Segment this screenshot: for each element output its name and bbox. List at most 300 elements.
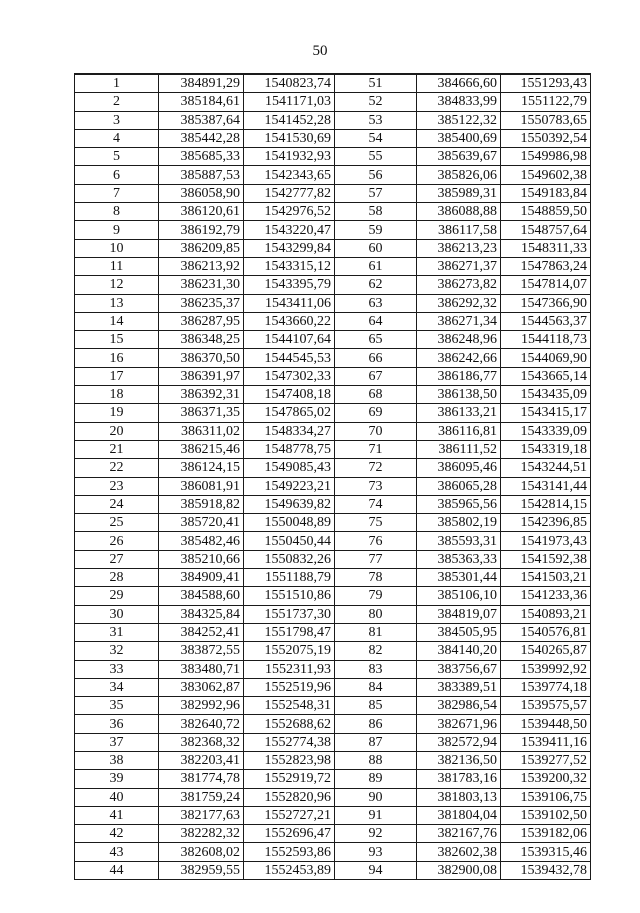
- table-row: [75, 825, 591, 843]
- y-coordinate-cell: 1551510,86: [244, 587, 335, 605]
- x-coordinate-cell: 385989,31: [417, 184, 501, 202]
- x-coordinate-cell: 385482,46: [159, 532, 244, 550]
- x-coordinate-cell: 386065,28: [417, 477, 501, 495]
- x-coordinate-cell: 385210,66: [159, 550, 244, 568]
- y-coordinate-cell: 1543435,09: [501, 386, 591, 404]
- point-number-cell: 59: [335, 221, 417, 239]
- x-coordinate-cell: 386138,50: [417, 386, 501, 404]
- y-coordinate-cell: 1551293,43: [501, 74, 591, 93]
- table-row: [75, 93, 591, 111]
- y-coordinate-cell: 1543315,12: [244, 257, 335, 275]
- x-coordinate-cell: 385918,82: [159, 495, 244, 513]
- table-row: [75, 440, 591, 458]
- x-coordinate-cell: 381804,04: [417, 806, 501, 824]
- point-number-cell: 39: [75, 770, 159, 788]
- table-row: [75, 770, 591, 788]
- point-number-cell: 90: [335, 788, 417, 806]
- x-coordinate-cell: 385106,10: [417, 587, 501, 605]
- x-coordinate-cell: 385122,32: [417, 111, 501, 129]
- y-coordinate-cell: 1543660,22: [244, 312, 335, 330]
- point-number-cell: 70: [335, 422, 417, 440]
- table-row: [75, 697, 591, 715]
- x-coordinate-cell: 386392,31: [159, 386, 244, 404]
- point-number-cell: 1: [75, 74, 159, 93]
- point-number-cell: 8: [75, 203, 159, 221]
- point-number-cell: 4: [75, 129, 159, 147]
- point-number-cell: 36: [75, 715, 159, 733]
- x-coordinate-cell: 384252,41: [159, 623, 244, 641]
- point-number-cell: 21: [75, 440, 159, 458]
- y-coordinate-cell: 1539200,32: [501, 770, 591, 788]
- table-row: [75, 148, 591, 166]
- y-coordinate-cell: 1539992,92: [501, 660, 591, 678]
- y-coordinate-cell: 1552311,93: [244, 660, 335, 678]
- x-coordinate-cell: 385887,53: [159, 166, 244, 184]
- point-number-cell: 87: [335, 733, 417, 751]
- point-number-cell: 25: [75, 514, 159, 532]
- x-coordinate-cell: 382167,76: [417, 825, 501, 843]
- x-coordinate-cell: 385400,69: [417, 129, 501, 147]
- x-coordinate-cell: 386133,21: [417, 404, 501, 422]
- x-coordinate-cell: 381774,78: [159, 770, 244, 788]
- y-coordinate-cell: 1544069,90: [501, 349, 591, 367]
- x-coordinate-cell: 386215,46: [159, 440, 244, 458]
- table-row: [75, 331, 591, 349]
- coordinates-table-body: [75, 74, 591, 880]
- y-coordinate-cell: 1551188,79: [244, 569, 335, 587]
- x-coordinate-cell: 386311,02: [159, 422, 244, 440]
- point-number-cell: 88: [335, 751, 417, 769]
- point-number-cell: 93: [335, 843, 417, 861]
- x-coordinate-cell: 382282,32: [159, 825, 244, 843]
- y-coordinate-cell: 1552075,19: [244, 642, 335, 660]
- y-coordinate-cell: 1544107,64: [244, 331, 335, 349]
- x-coordinate-cell: 383480,71: [159, 660, 244, 678]
- x-coordinate-cell: 386116,81: [417, 422, 501, 440]
- x-coordinate-cell: 386117,58: [417, 221, 501, 239]
- x-coordinate-cell: 386292,32: [417, 294, 501, 312]
- table-row: [75, 532, 591, 550]
- table-row: [75, 276, 591, 294]
- point-number-cell: 3: [75, 111, 159, 129]
- point-number-cell: 32: [75, 642, 159, 660]
- point-number-cell: 94: [335, 861, 417, 879]
- y-coordinate-cell: 1540823,74: [244, 74, 335, 93]
- x-coordinate-cell: 386088,88: [417, 203, 501, 221]
- x-coordinate-cell: 384325,84: [159, 605, 244, 623]
- y-coordinate-cell: 1542814,15: [501, 495, 591, 513]
- table-row: [75, 404, 591, 422]
- y-coordinate-cell: 1549223,21: [244, 477, 335, 495]
- point-number-cell: 92: [335, 825, 417, 843]
- y-coordinate-cell: 1552696,47: [244, 825, 335, 843]
- y-coordinate-cell: 1550392,54: [501, 129, 591, 147]
- x-coordinate-cell: 382986,54: [417, 697, 501, 715]
- point-number-cell: 84: [335, 678, 417, 696]
- x-coordinate-cell: 383389,51: [417, 678, 501, 696]
- x-coordinate-cell: 386058,90: [159, 184, 244, 202]
- point-number-cell: 34: [75, 678, 159, 696]
- y-coordinate-cell: 1543244,51: [501, 459, 591, 477]
- y-coordinate-cell: 1549986,98: [501, 148, 591, 166]
- x-coordinate-cell: 386186,77: [417, 367, 501, 385]
- x-coordinate-cell: 386213,92: [159, 257, 244, 275]
- table-row: [75, 239, 591, 257]
- y-coordinate-cell: 1539315,46: [501, 843, 591, 861]
- table-row: [75, 111, 591, 129]
- x-coordinate-cell: 386120,61: [159, 203, 244, 221]
- point-number-cell: 64: [335, 312, 417, 330]
- y-coordinate-cell: 1552519,96: [244, 678, 335, 696]
- point-number-cell: 40: [75, 788, 159, 806]
- point-number-cell: 17: [75, 367, 159, 385]
- point-number-cell: 91: [335, 806, 417, 824]
- x-coordinate-cell: 382368,32: [159, 733, 244, 751]
- y-coordinate-cell: 1541503,21: [501, 569, 591, 587]
- x-coordinate-cell: 385802,19: [417, 514, 501, 532]
- y-coordinate-cell: 1543395,79: [244, 276, 335, 294]
- table-row: [75, 605, 591, 623]
- point-number-cell: 63: [335, 294, 417, 312]
- y-coordinate-cell: 1543665,14: [501, 367, 591, 385]
- y-coordinate-cell: 1541171,03: [244, 93, 335, 111]
- point-number-cell: 62: [335, 276, 417, 294]
- table-row: [75, 203, 591, 221]
- table-row: [75, 788, 591, 806]
- table-row: [75, 861, 591, 879]
- y-coordinate-cell: 1547302,33: [244, 367, 335, 385]
- x-coordinate-cell: 382671,96: [417, 715, 501, 733]
- y-coordinate-cell: 1542777,82: [244, 184, 335, 202]
- table-row: [75, 751, 591, 769]
- x-coordinate-cell: 386348,25: [159, 331, 244, 349]
- point-number-cell: 67: [335, 367, 417, 385]
- table-row: [75, 129, 591, 147]
- y-coordinate-cell: 1548778,75: [244, 440, 335, 458]
- table-row: [75, 184, 591, 202]
- y-coordinate-cell: 1552688,62: [244, 715, 335, 733]
- y-coordinate-cell: 1550783,65: [501, 111, 591, 129]
- table-row: [75, 733, 591, 751]
- x-coordinate-cell: 386371,35: [159, 404, 244, 422]
- table-row: [75, 550, 591, 568]
- x-coordinate-cell: 385301,44: [417, 569, 501, 587]
- x-coordinate-cell: 386111,52: [417, 440, 501, 458]
- x-coordinate-cell: 386242,66: [417, 349, 501, 367]
- point-number-cell: 77: [335, 550, 417, 568]
- table-row: [75, 587, 591, 605]
- point-number-cell: 26: [75, 532, 159, 550]
- x-coordinate-cell: 382992,96: [159, 697, 244, 715]
- point-number-cell: 76: [335, 532, 417, 550]
- point-number-cell: 14: [75, 312, 159, 330]
- point-number-cell: 53: [335, 111, 417, 129]
- point-number-cell: 55: [335, 148, 417, 166]
- point-number-cell: 18: [75, 386, 159, 404]
- point-number-cell: 69: [335, 404, 417, 422]
- x-coordinate-cell: 386095,46: [417, 459, 501, 477]
- y-coordinate-cell: 1551798,47: [244, 623, 335, 641]
- y-coordinate-cell: 1552774,38: [244, 733, 335, 751]
- x-coordinate-cell: 382177,63: [159, 806, 244, 824]
- table-row: [75, 166, 591, 184]
- point-number-cell: 42: [75, 825, 159, 843]
- x-coordinate-cell: 383872,55: [159, 642, 244, 660]
- y-coordinate-cell: 1551737,30: [244, 605, 335, 623]
- y-coordinate-cell: 1541452,28: [244, 111, 335, 129]
- x-coordinate-cell: 385685,33: [159, 148, 244, 166]
- table-row: [75, 367, 591, 385]
- y-coordinate-cell: 1549085,43: [244, 459, 335, 477]
- x-coordinate-cell: 385826,06: [417, 166, 501, 184]
- point-number-cell: 52: [335, 93, 417, 111]
- y-coordinate-cell: 1548311,33: [501, 239, 591, 257]
- point-number-cell: 29: [75, 587, 159, 605]
- x-coordinate-cell: 386235,37: [159, 294, 244, 312]
- y-coordinate-cell: 1551122,79: [501, 93, 591, 111]
- y-coordinate-cell: 1547865,02: [244, 404, 335, 422]
- point-number-cell: 78: [335, 569, 417, 587]
- point-number-cell: 10: [75, 239, 159, 257]
- point-number-cell: 44: [75, 861, 159, 879]
- point-number-cell: 83: [335, 660, 417, 678]
- x-coordinate-cell: 385442,28: [159, 129, 244, 147]
- table-row: [75, 642, 591, 660]
- y-coordinate-cell: 1552823,98: [244, 751, 335, 769]
- x-coordinate-cell: 382959,55: [159, 861, 244, 879]
- point-number-cell: 86: [335, 715, 417, 733]
- point-number-cell: 23: [75, 477, 159, 495]
- point-number-cell: 33: [75, 660, 159, 678]
- x-coordinate-cell: 386124,15: [159, 459, 244, 477]
- table-row: [75, 514, 591, 532]
- point-number-cell: 80: [335, 605, 417, 623]
- x-coordinate-cell: 383756,67: [417, 660, 501, 678]
- y-coordinate-cell: 1544118,73: [501, 331, 591, 349]
- point-number-cell: 82: [335, 642, 417, 660]
- y-coordinate-cell: 1543220,47: [244, 221, 335, 239]
- x-coordinate-cell: 386209,85: [159, 239, 244, 257]
- y-coordinate-cell: 1539106,75: [501, 788, 591, 806]
- x-coordinate-cell: 386248,96: [417, 331, 501, 349]
- y-coordinate-cell: 1552820,96: [244, 788, 335, 806]
- point-number-cell: 71: [335, 440, 417, 458]
- x-coordinate-cell: 381759,24: [159, 788, 244, 806]
- point-number-cell: 7: [75, 184, 159, 202]
- point-number-cell: 16: [75, 349, 159, 367]
- y-coordinate-cell: 1541592,38: [501, 550, 591, 568]
- page-number: 50: [312, 43, 328, 59]
- point-number-cell: 12: [75, 276, 159, 294]
- point-number-cell: 85: [335, 697, 417, 715]
- x-coordinate-cell: 385363,33: [417, 550, 501, 568]
- point-number-cell: 9: [75, 221, 159, 239]
- point-number-cell: 5: [75, 148, 159, 166]
- y-coordinate-cell: 1547814,07: [501, 276, 591, 294]
- y-coordinate-cell: 1552548,31: [244, 697, 335, 715]
- y-coordinate-cell: 1547863,24: [501, 257, 591, 275]
- x-coordinate-cell: 384666,60: [417, 74, 501, 93]
- point-number-cell: 58: [335, 203, 417, 221]
- point-number-cell: 31: [75, 623, 159, 641]
- point-number-cell: 65: [335, 331, 417, 349]
- y-coordinate-cell: 1543415,17: [501, 404, 591, 422]
- table-row: [75, 221, 591, 239]
- table-row: [75, 422, 591, 440]
- x-coordinate-cell: 385720,41: [159, 514, 244, 532]
- point-number-cell: 51: [335, 74, 417, 93]
- table-row: [75, 386, 591, 404]
- y-coordinate-cell: 1550832,26: [244, 550, 335, 568]
- y-coordinate-cell: 1543141,44: [501, 477, 591, 495]
- point-number-cell: 20: [75, 422, 159, 440]
- y-coordinate-cell: 1543339,09: [501, 422, 591, 440]
- x-coordinate-cell: 385593,31: [417, 532, 501, 550]
- y-coordinate-cell: 1540893,21: [501, 605, 591, 623]
- x-coordinate-cell: 384833,99: [417, 93, 501, 111]
- table-row: [75, 678, 591, 696]
- y-coordinate-cell: 1539182,06: [501, 825, 591, 843]
- y-coordinate-cell: 1547366,90: [501, 294, 591, 312]
- point-number-cell: 35: [75, 697, 159, 715]
- y-coordinate-cell: 1542343,65: [244, 166, 335, 184]
- x-coordinate-cell: 381783,16: [417, 770, 501, 788]
- point-number-cell: 41: [75, 806, 159, 824]
- y-coordinate-cell: 1552919,72: [244, 770, 335, 788]
- table-row: [75, 715, 591, 733]
- x-coordinate-cell: 382203,41: [159, 751, 244, 769]
- y-coordinate-cell: 1544563,37: [501, 312, 591, 330]
- x-coordinate-cell: 386192,79: [159, 221, 244, 239]
- table-row: [75, 843, 591, 861]
- x-coordinate-cell: 384588,60: [159, 587, 244, 605]
- point-number-cell: 43: [75, 843, 159, 861]
- point-number-cell: 19: [75, 404, 159, 422]
- point-number-cell: 89: [335, 770, 417, 788]
- point-number-cell: 13: [75, 294, 159, 312]
- table-row: [75, 660, 591, 678]
- point-number-cell: 28: [75, 569, 159, 587]
- point-number-cell: 57: [335, 184, 417, 202]
- x-coordinate-cell: 386081,91: [159, 477, 244, 495]
- x-coordinate-cell: 384819,07: [417, 605, 501, 623]
- table-row: [75, 623, 591, 641]
- table-row: [75, 459, 591, 477]
- y-coordinate-cell: 1541973,43: [501, 532, 591, 550]
- x-coordinate-cell: 382602,38: [417, 843, 501, 861]
- y-coordinate-cell: 1540576,81: [501, 623, 591, 641]
- y-coordinate-cell: 1547408,18: [244, 386, 335, 404]
- y-coordinate-cell: 1548334,27: [244, 422, 335, 440]
- y-coordinate-cell: 1539411,16: [501, 733, 591, 751]
- x-coordinate-cell: 382572,94: [417, 733, 501, 751]
- y-coordinate-cell: 1552727,21: [244, 806, 335, 824]
- x-coordinate-cell: 386287,95: [159, 312, 244, 330]
- point-number-cell: 72: [335, 459, 417, 477]
- x-coordinate-cell: 386271,34: [417, 312, 501, 330]
- table-row: [75, 806, 591, 824]
- y-coordinate-cell: 1539774,18: [501, 678, 591, 696]
- y-coordinate-cell: 1542976,52: [244, 203, 335, 221]
- x-coordinate-cell: 386213,23: [417, 239, 501, 257]
- x-coordinate-cell: 385387,64: [159, 111, 244, 129]
- y-coordinate-cell: 1549183,84: [501, 184, 591, 202]
- x-coordinate-cell: 383062,87: [159, 678, 244, 696]
- y-coordinate-cell: 1543299,84: [244, 239, 335, 257]
- table-row: [75, 74, 591, 93]
- point-number-cell: 27: [75, 550, 159, 568]
- x-coordinate-cell: 382640,72: [159, 715, 244, 733]
- point-number-cell: 54: [335, 129, 417, 147]
- point-number-cell: 68: [335, 386, 417, 404]
- x-coordinate-cell: 384505,95: [417, 623, 501, 641]
- table-row: [75, 569, 591, 587]
- y-coordinate-cell: 1541932,93: [244, 148, 335, 166]
- point-number-cell: 60: [335, 239, 417, 257]
- point-number-cell: 66: [335, 349, 417, 367]
- table-row: [75, 294, 591, 312]
- point-number-cell: 73: [335, 477, 417, 495]
- point-number-cell: 37: [75, 733, 159, 751]
- y-coordinate-cell: 1539575,57: [501, 697, 591, 715]
- x-coordinate-cell: 382608,02: [159, 843, 244, 861]
- y-coordinate-cell: 1549639,82: [244, 495, 335, 513]
- point-number-cell: 81: [335, 623, 417, 641]
- y-coordinate-cell: 1541530,69: [244, 129, 335, 147]
- y-coordinate-cell: 1542396,85: [501, 514, 591, 532]
- y-coordinate-cell: 1548859,50: [501, 203, 591, 221]
- x-coordinate-cell: 386273,82: [417, 276, 501, 294]
- point-number-cell: 79: [335, 587, 417, 605]
- y-coordinate-cell: 1552453,89: [244, 861, 335, 879]
- y-coordinate-cell: 1550450,44: [244, 532, 335, 550]
- x-coordinate-cell: 384909,41: [159, 569, 244, 587]
- point-number-cell: 24: [75, 495, 159, 513]
- table-row: [75, 257, 591, 275]
- point-number-cell: 6: [75, 166, 159, 184]
- point-number-cell: 61: [335, 257, 417, 275]
- point-number-cell: 22: [75, 459, 159, 477]
- table-row: [75, 349, 591, 367]
- x-coordinate-cell: 385639,67: [417, 148, 501, 166]
- y-coordinate-cell: 1539277,52: [501, 751, 591, 769]
- point-number-cell: 74: [335, 495, 417, 513]
- x-coordinate-cell: 382900,08: [417, 861, 501, 879]
- table-row: [75, 312, 591, 330]
- x-coordinate-cell: 386271,37: [417, 257, 501, 275]
- x-coordinate-cell: 382136,50: [417, 751, 501, 769]
- y-coordinate-cell: 1550048,89: [244, 514, 335, 532]
- point-number-cell: 15: [75, 331, 159, 349]
- table-row: [75, 495, 591, 513]
- y-coordinate-cell: 1540265,87: [501, 642, 591, 660]
- point-number-cell: 75: [335, 514, 417, 532]
- y-coordinate-cell: 1539432,78: [501, 861, 591, 879]
- y-coordinate-cell: 1539448,50: [501, 715, 591, 733]
- x-coordinate-cell: 384140,20: [417, 642, 501, 660]
- x-coordinate-cell: 384891,29: [159, 74, 244, 93]
- x-coordinate-cell: 386391,97: [159, 367, 244, 385]
- y-coordinate-cell: 1539102,50: [501, 806, 591, 824]
- x-coordinate-cell: 381803,13: [417, 788, 501, 806]
- table-row: [75, 477, 591, 495]
- y-coordinate-cell: 1543319,18: [501, 440, 591, 458]
- point-number-cell: 11: [75, 257, 159, 275]
- y-coordinate-cell: 1548757,64: [501, 221, 591, 239]
- y-coordinate-cell: 1544545,53: [244, 349, 335, 367]
- coordinates-table: [74, 73, 591, 880]
- x-coordinate-cell: 386231,30: [159, 276, 244, 294]
